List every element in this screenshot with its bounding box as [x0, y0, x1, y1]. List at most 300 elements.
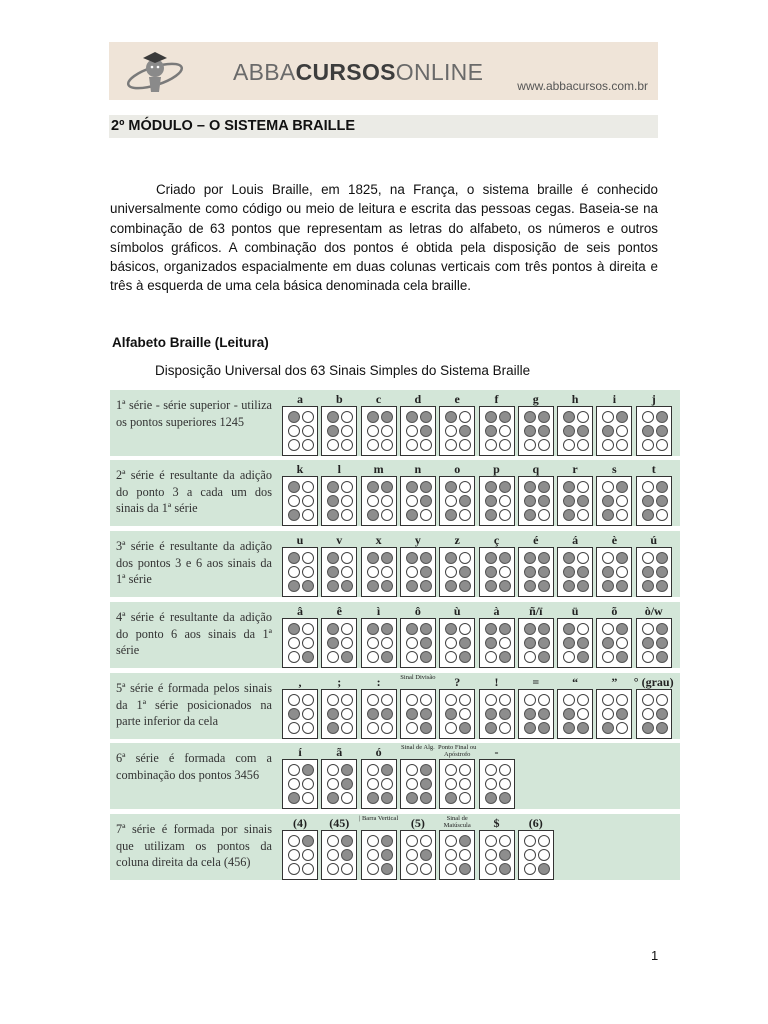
empty-dot — [302, 425, 314, 437]
braille-cell — [321, 759, 357, 809]
raised-dot — [420, 722, 432, 734]
braille-cell-label: | Barra Vertical — [359, 815, 399, 822]
raised-dot — [602, 495, 614, 507]
raised-dot — [538, 552, 550, 564]
empty-dot — [499, 694, 511, 706]
empty-dot — [445, 863, 457, 875]
empty-dot — [406, 637, 418, 649]
empty-dot — [616, 425, 628, 437]
raised-dot — [406, 411, 418, 423]
raised-dot — [602, 637, 614, 649]
raised-dot — [524, 637, 536, 649]
raised-dot — [485, 481, 497, 493]
braille-cell-label: “ — [572, 675, 579, 689]
raised-dot — [499, 708, 511, 720]
raised-dot — [327, 708, 339, 720]
braille-cell-label: b — [335, 392, 343, 406]
braille-cell — [361, 547, 397, 597]
raised-dot — [538, 708, 550, 720]
braille-cell — [361, 759, 397, 809]
empty-dot — [302, 722, 314, 734]
raised-dot — [302, 764, 314, 776]
empty-dot — [445, 778, 457, 790]
empty-dot — [367, 637, 379, 649]
braille-cell — [479, 830, 515, 880]
empty-dot — [288, 694, 300, 706]
raised-dot — [327, 722, 339, 734]
empty-dot — [288, 835, 300, 847]
raised-dot — [485, 411, 497, 423]
raised-dot — [341, 835, 353, 847]
empty-dot — [288, 637, 300, 649]
empty-dot — [577, 708, 589, 720]
braille-cell-label: q — [532, 462, 540, 476]
empty-dot — [524, 694, 536, 706]
raised-dot — [288, 580, 300, 592]
empty-dot — [459, 481, 471, 493]
raised-dot — [563, 509, 575, 521]
raised-dot — [288, 411, 300, 423]
raised-dot — [288, 708, 300, 720]
empty-dot — [445, 849, 457, 861]
raised-dot — [656, 651, 668, 663]
series-description: 4ª série é resultante da adição do ponto 6 aos sinais da 1ª série — [116, 610, 272, 658]
raised-dot — [302, 835, 314, 847]
raised-dot — [420, 764, 432, 776]
raised-dot — [420, 552, 432, 564]
braille-cell-label: x — [375, 533, 382, 547]
raised-dot — [459, 863, 471, 875]
raised-dot — [602, 425, 614, 437]
empty-dot — [445, 835, 457, 847]
empty-dot — [459, 552, 471, 564]
empty-dot — [406, 651, 418, 663]
empty-dot — [642, 411, 654, 423]
raised-dot — [341, 764, 353, 776]
braille-cell-label: ç — [493, 533, 500, 547]
braille-cell-label: (4) — [293, 816, 307, 830]
empty-dot — [367, 566, 379, 578]
empty-dot — [445, 425, 457, 437]
empty-dot — [616, 509, 628, 521]
raised-dot — [538, 651, 550, 663]
braille-cell — [361, 689, 397, 739]
empty-dot — [445, 722, 457, 734]
braille-cell-label: i — [612, 392, 617, 406]
raised-dot — [420, 495, 432, 507]
braille-series-row — [110, 602, 680, 668]
raised-dot — [420, 849, 432, 861]
empty-dot — [616, 495, 628, 507]
raised-dot — [485, 425, 497, 437]
empty-dot — [406, 863, 418, 875]
braille-cell — [361, 830, 397, 880]
raised-dot — [459, 651, 471, 663]
braille-cell — [439, 618, 475, 668]
empty-dot — [341, 863, 353, 875]
empty-dot — [577, 694, 589, 706]
braille-cell-label: u — [296, 533, 304, 547]
raised-dot — [577, 722, 589, 734]
empty-dot — [499, 722, 511, 734]
braille-cell-label: (45) — [329, 816, 350, 830]
empty-dot — [538, 835, 550, 847]
braille-cell-label: $ — [493, 816, 500, 830]
braille-cell — [282, 759, 318, 809]
braille-cell — [479, 618, 515, 668]
raised-dot — [563, 637, 575, 649]
raised-dot — [420, 637, 432, 649]
empty-dot — [302, 694, 314, 706]
braille-cell-label: â — [297, 604, 303, 618]
empty-dot — [288, 566, 300, 578]
raised-dot — [367, 792, 379, 804]
empty-dot — [499, 509, 511, 521]
empty-dot — [577, 411, 589, 423]
braille-cell — [282, 547, 318, 597]
empty-dot — [445, 637, 457, 649]
braille-cell-label: v — [336, 533, 343, 547]
empty-dot — [642, 439, 654, 451]
raised-dot — [538, 425, 550, 437]
empty-dot — [341, 708, 353, 720]
empty-dot — [406, 764, 418, 776]
braille-cell-label: j — [651, 392, 656, 406]
raised-dot — [642, 495, 654, 507]
empty-dot — [459, 708, 471, 720]
empty-dot — [327, 778, 339, 790]
braille-cell-label: ” — [611, 675, 618, 689]
braille-cell — [596, 406, 632, 456]
braille-cell — [479, 547, 515, 597]
raised-dot — [538, 495, 550, 507]
raised-dot — [563, 708, 575, 720]
braille-cell — [596, 547, 632, 597]
raised-dot — [406, 792, 418, 804]
braille-cell-label: = — [532, 675, 540, 689]
raised-dot — [538, 637, 550, 649]
raised-dot — [445, 411, 457, 423]
braille-cell — [596, 689, 632, 739]
braille-cell — [439, 689, 475, 739]
braille-cell — [518, 547, 554, 597]
raised-dot — [341, 580, 353, 592]
raised-dot — [485, 495, 497, 507]
raised-dot — [656, 495, 668, 507]
raised-dot — [656, 580, 668, 592]
empty-dot — [367, 849, 379, 861]
empty-dot — [459, 849, 471, 861]
raised-dot — [602, 509, 614, 521]
raised-dot — [642, 425, 654, 437]
module-title: 2º MÓDULO – O SISTEMA BRAILLE — [109, 115, 658, 138]
empty-dot — [341, 552, 353, 564]
series-description: 1ª série - série superior - utiliza os pontos superiores 1245 — [116, 398, 272, 429]
empty-dot — [577, 623, 589, 635]
empty-dot — [524, 651, 536, 663]
raised-dot — [445, 481, 457, 493]
empty-dot — [538, 439, 550, 451]
empty-dot — [499, 778, 511, 790]
braille-cell — [557, 406, 593, 456]
empty-dot — [420, 835, 432, 847]
braille-cell — [282, 689, 318, 739]
empty-dot — [485, 694, 497, 706]
empty-dot — [459, 778, 471, 790]
raised-dot — [656, 411, 668, 423]
raised-dot — [459, 495, 471, 507]
braille-cell — [557, 689, 593, 739]
braille-cell — [361, 618, 397, 668]
braille-cell — [479, 689, 515, 739]
empty-dot — [602, 694, 614, 706]
braille-cell — [479, 759, 515, 809]
braille-cell-label: ê — [336, 604, 342, 618]
empty-dot — [288, 495, 300, 507]
braille-cell — [479, 476, 515, 526]
raised-dot — [302, 651, 314, 663]
braille-cell — [321, 547, 357, 597]
empty-dot — [499, 835, 511, 847]
empty-dot — [642, 623, 654, 635]
raised-dot — [656, 425, 668, 437]
raised-dot — [616, 623, 628, 635]
raised-dot — [616, 411, 628, 423]
empty-dot — [485, 651, 497, 663]
braille-cell — [636, 406, 672, 456]
empty-dot — [602, 481, 614, 493]
empty-dot — [288, 425, 300, 437]
braille-cell-label: z — [454, 533, 460, 547]
raised-dot — [499, 623, 511, 635]
raised-dot — [656, 566, 668, 578]
empty-dot — [288, 778, 300, 790]
website-url[interactable]: www.abbacursos.com.br — [517, 79, 648, 93]
empty-dot — [381, 509, 393, 521]
empty-dot — [616, 694, 628, 706]
raised-dot — [445, 708, 457, 720]
page-number: 1 — [651, 948, 659, 963]
raised-dot — [381, 623, 393, 635]
braille-cell-label: ? — [454, 675, 461, 689]
raised-dot — [656, 708, 668, 720]
braille-cell-label: õ — [611, 604, 618, 618]
empty-dot — [602, 439, 614, 451]
empty-dot — [367, 778, 379, 790]
raised-dot — [656, 637, 668, 649]
braille-cell-label: ! — [494, 675, 499, 689]
raised-dot — [656, 481, 668, 493]
raised-dot — [381, 481, 393, 493]
braille-cell — [557, 547, 593, 597]
empty-dot — [381, 495, 393, 507]
empty-dot — [642, 708, 654, 720]
alphabet-title: Alfabeto Braille (Leitura) — [112, 335, 269, 350]
raised-dot — [459, 566, 471, 578]
raised-dot — [538, 863, 550, 875]
braille-cell — [361, 476, 397, 526]
raised-dot — [563, 580, 575, 592]
raised-dot — [341, 849, 353, 861]
raised-dot — [381, 552, 393, 564]
raised-dot — [341, 651, 353, 663]
empty-dot — [577, 439, 589, 451]
raised-dot — [524, 425, 536, 437]
empty-dot — [406, 495, 418, 507]
braille-cell-label: ù — [453, 604, 461, 618]
raised-dot — [327, 566, 339, 578]
series-description: 6ª série é formada com a combinação dos pontos 3456 — [116, 751, 272, 782]
raised-dot — [327, 481, 339, 493]
empty-dot — [341, 694, 353, 706]
raised-dot — [524, 495, 536, 507]
braille-cell — [282, 476, 318, 526]
raised-dot — [341, 778, 353, 790]
raised-dot — [563, 552, 575, 564]
raised-dot — [420, 411, 432, 423]
empty-dot — [602, 411, 614, 423]
raised-dot — [288, 623, 300, 635]
braille-cell — [439, 406, 475, 456]
raised-dot — [406, 552, 418, 564]
empty-dot — [341, 722, 353, 734]
braille-cell-label: Sinal Divisão — [400, 674, 436, 681]
graduate-mascot-logo-icon — [123, 46, 187, 96]
empty-dot — [616, 439, 628, 451]
empty-dot — [406, 722, 418, 734]
braille-cell-label: r — [572, 462, 578, 476]
braille-cell — [439, 759, 475, 809]
empty-dot — [577, 481, 589, 493]
raised-dot — [406, 580, 418, 592]
braille-cell — [321, 476, 357, 526]
raised-dot — [381, 580, 393, 592]
empty-dot — [302, 552, 314, 564]
braille-series-row — [110, 390, 680, 456]
empty-dot — [327, 439, 339, 451]
empty-dot — [341, 509, 353, 521]
braille-cell-label: n — [414, 462, 422, 476]
raised-dot — [420, 792, 432, 804]
braille-cell-label: : — [376, 675, 381, 689]
empty-dot — [381, 439, 393, 451]
braille-cell-label: , — [298, 675, 302, 689]
raised-dot — [616, 580, 628, 592]
raised-dot — [367, 708, 379, 720]
raised-dot — [459, 722, 471, 734]
empty-dot — [288, 849, 300, 861]
empty-dot — [616, 566, 628, 578]
braille-cell — [439, 476, 475, 526]
empty-dot — [406, 694, 418, 706]
braille-cell — [518, 830, 554, 880]
raised-dot — [524, 708, 536, 720]
raised-dot — [563, 566, 575, 578]
raised-dot — [499, 552, 511, 564]
braille-cell — [400, 547, 436, 597]
empty-dot — [602, 623, 614, 635]
braille-cell — [400, 689, 436, 739]
empty-dot — [302, 509, 314, 521]
empty-dot — [577, 552, 589, 564]
empty-dot — [367, 764, 379, 776]
braille-cell-label: ó — [375, 745, 382, 759]
empty-dot — [302, 623, 314, 635]
raised-dot — [445, 509, 457, 521]
raised-dot — [577, 651, 589, 663]
braille-series-row — [110, 814, 680, 880]
braille-cell-label: m — [373, 462, 384, 476]
raised-dot — [420, 651, 432, 663]
raised-dot — [445, 552, 457, 564]
raised-dot — [524, 623, 536, 635]
raised-dot — [485, 722, 497, 734]
raised-dot — [420, 623, 432, 635]
series-description: 2ª série é resultante da adição do ponto 3 a cada um dos sinais da 1ª série — [116, 468, 272, 516]
empty-dot — [381, 722, 393, 734]
alphabet-subtitle: Disposição Universal dos 63 Sinais Simples do Sistema Braille — [155, 363, 531, 378]
empty-dot — [406, 439, 418, 451]
empty-dot — [459, 439, 471, 451]
raised-dot — [367, 552, 379, 564]
empty-dot — [381, 566, 393, 578]
braille-cell-label: à — [493, 604, 500, 618]
braille-cell-label: - — [494, 745, 499, 759]
empty-dot — [341, 637, 353, 649]
raised-dot — [538, 580, 550, 592]
raised-dot — [538, 411, 550, 423]
braille-cell-label: é — [533, 533, 539, 547]
raised-dot — [459, 835, 471, 847]
raised-dot — [538, 566, 550, 578]
empty-dot — [499, 425, 511, 437]
empty-dot — [302, 411, 314, 423]
empty-dot — [524, 849, 536, 861]
raised-dot — [642, 637, 654, 649]
raised-dot — [459, 580, 471, 592]
empty-dot — [499, 566, 511, 578]
empty-dot — [577, 509, 589, 521]
empty-dot — [381, 694, 393, 706]
raised-dot — [327, 495, 339, 507]
empty-dot — [445, 495, 457, 507]
raised-dot — [577, 566, 589, 578]
raised-dot — [485, 552, 497, 564]
header-banner — [109, 42, 658, 100]
braille-cell-label: o — [454, 462, 461, 476]
raised-dot — [327, 425, 339, 437]
braille-cell — [596, 476, 632, 526]
empty-dot — [367, 722, 379, 734]
braille-cell — [479, 406, 515, 456]
raised-dot — [420, 708, 432, 720]
raised-dot — [327, 411, 339, 423]
raised-dot — [616, 651, 628, 663]
raised-dot — [420, 481, 432, 493]
braille-cell — [282, 618, 318, 668]
empty-dot — [602, 651, 614, 663]
series-description: 7ª série é formada por sinais que utilizam os pontos da coluna direita da cela (456) — [116, 822, 272, 870]
raised-dot — [420, 425, 432, 437]
empty-dot — [656, 509, 668, 521]
raised-dot — [381, 792, 393, 804]
empty-dot — [459, 792, 471, 804]
brand-name: ABBACURSOSONLINE — [233, 59, 484, 85]
braille-cell-label: a — [297, 392, 303, 406]
empty-dot — [642, 694, 654, 706]
raised-dot — [499, 411, 511, 423]
raised-dot — [367, 481, 379, 493]
